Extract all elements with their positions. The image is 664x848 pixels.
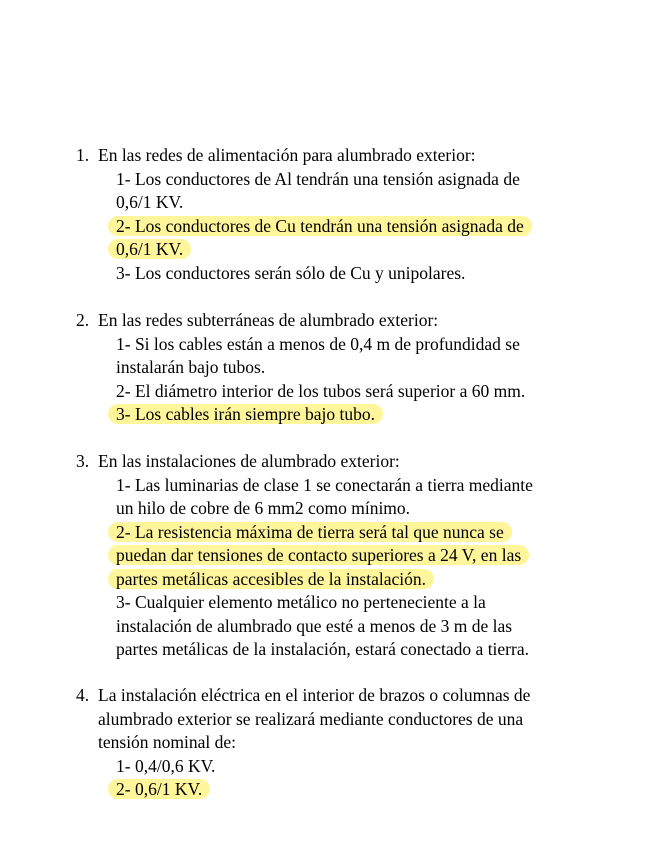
stem-line: En las redes de alimentación para alumbrado exterior: — [98, 145, 476, 165]
option-line: 3- Los cables irán siempre bajo tubo. — [108, 404, 383, 424]
option-line: 2- La resistencia máxima de tierra será tal que nunca se — [108, 522, 512, 542]
option-line: 3- Los conductores serán sólo de Cu y unipolares. — [116, 262, 466, 283]
option-2 — [76, 380, 616, 404]
option-line: instalarán bajo tubos. — [116, 357, 266, 377]
option-line: 2- El diámetro interior de los tubos será superior a 60 mm. — [116, 380, 526, 401]
question-number: 2. — [76, 310, 90, 330]
stem-line: En las instalaciones de alumbrado exterior: — [98, 451, 400, 471]
question-3 — [76, 450, 616, 662]
option-line: partes metálicas de la instalación, estará conectado a tierra. — [116, 639, 529, 659]
option-line: un hilo de cobre de 6 mm2 como mínimo. — [116, 498, 411, 518]
option-1 — [76, 333, 616, 380]
option-3 — [76, 591, 616, 662]
option-line: 2- 0,6/1 KV. — [108, 779, 210, 799]
option-1 — [76, 755, 616, 779]
option-line: 0,6/1 KV. — [108, 239, 191, 259]
option-line: 0,6/1 KV. — [116, 192, 184, 212]
stem-line: tensión nominal de: — [98, 732, 237, 752]
question-4 — [76, 684, 616, 802]
question-stem — [76, 684, 616, 755]
option-line: puedan dar tensiones de contacto superiores a 24 V, en las — [108, 545, 529, 565]
option-3-highlighted — [76, 403, 616, 427]
option-line: 2- Los conductores de Cu tendrán una tensión asignada de — [108, 216, 532, 236]
option-line: instalación de alumbrado que esté a menos de 3 m de las — [116, 615, 513, 636]
option-2-highlighted — [76, 521, 616, 592]
option-2-highlighted — [76, 215, 616, 262]
option-2-highlighted — [76, 778, 616, 802]
stem-line: En las redes subterráneas de alumbrado exterior: — [98, 310, 439, 330]
stem-line: La instalación eléctrica en el interior de brazos o columnas de — [98, 685, 531, 705]
option-1 — [76, 168, 616, 215]
question-number: 3. — [76, 451, 90, 471]
option-line: partes metálicas accesibles de la instalación. — [108, 569, 434, 589]
question-stem — [76, 450, 616, 474]
option-line: 1- Las luminarias de clase 1 se conectarán a tierra mediante — [116, 474, 533, 495]
question-number: 4. — [76, 685, 90, 705]
option-3 — [76, 262, 616, 286]
question-1 — [76, 144, 616, 285]
option-1 — [76, 474, 616, 521]
option-line: 1- Si los cables están a menos de 0,4 m de profundidad se — [116, 333, 520, 354]
option-line: 3- Cualquier elemento metálico no perteneciente a la — [116, 592, 486, 612]
question-stem — [76, 144, 616, 168]
question-2 — [76, 309, 616, 427]
question-stem — [76, 309, 616, 333]
stem-line: alumbrado exterior se realizará mediante conductores de una — [98, 708, 524, 729]
option-line: 1- Los conductores de Al tendrán una tensión asignada de — [116, 168, 520, 189]
question-number: 1. — [76, 145, 90, 165]
option-line: 1- 0,4/0,6 KV. — [116, 755, 216, 776]
